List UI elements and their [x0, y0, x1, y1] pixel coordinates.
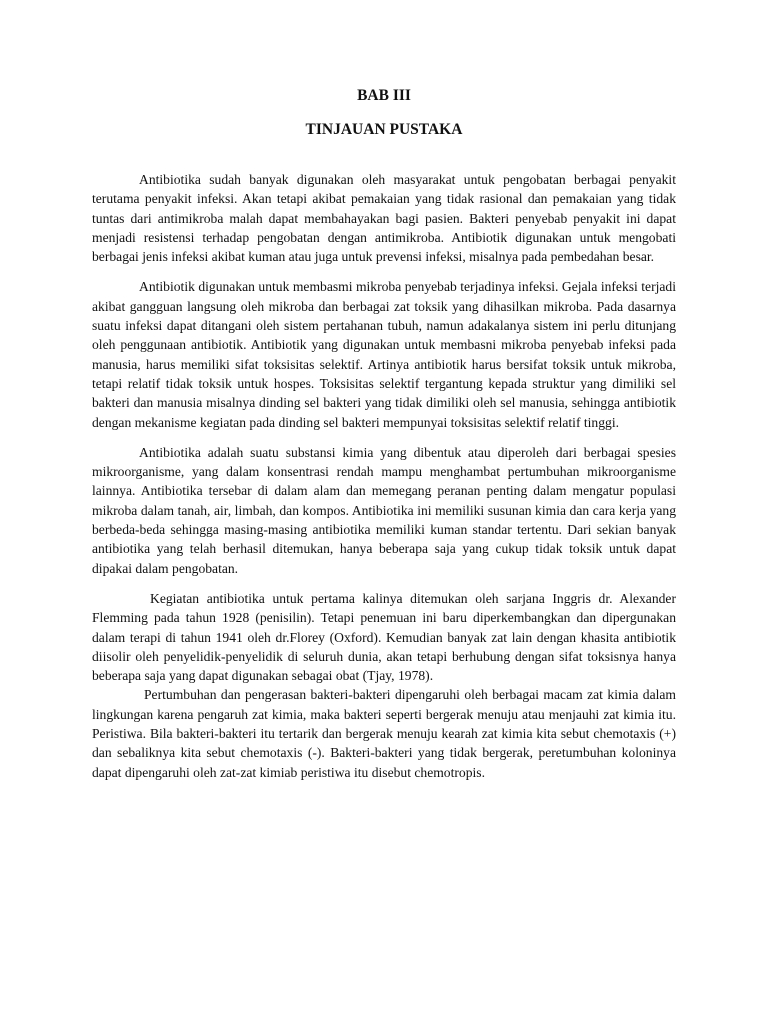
paragraph: Antibiotik digunakan untuk membasmi mikroba penyebab terjadinya infeksi. Gejala infeksi terjadi akibat gangguan langsung oleh mikroba dan berbagai zat toksik yang dihasilkan mikroba. Pada dasarnya suatu infeksi dapat ditangani oleh sistem pertahanan tubuh, namun adakalanya sistem ini perlu ditunjang oleh penggunaan antibiotik. Antibiotik yang digunakan untuk membasni mikroba penyebab infeksi pada manusia, harus memiliki sifat toksisitas selektif. Artinya antibiotik harus bersifat toksik untuk mikroba, tetapi relatif tidak toksik untuk hospes. Toksisitas selektif tergantung kepada struktur yang dimiliki sel bakteri dan manusia misalnya dinding sel bakteri yang tidak dimiliki oleh sel manusia, sehingga antibiotik dengan mekanisme kegiatan pada dinding sel bakteri mempunyai toksisitas selektif relatif tinggi. — [92, 279, 676, 430]
chapter-title: TINJAUAN PUSTAKA — [305, 121, 463, 138]
chapter-number: BAB III — [357, 87, 411, 104]
paragraph: Antibiotika sudah banyak digunakan oleh masyarakat untuk pengobatan berbagai penyakit terutama penyakit infeksi. Akan tetapi akibat pemakaian yang tidak rasional dan pemakaian yang tidak tuntas dari antimikroba malah dapat membahayakan bagi pasien. Bakteri penyebab penyakit ini dapat menjadi resistensi terhadap pengobatan dengan antimikroba. Antibiotik digunakan untuk mengobati berbagai jenis infeksi akibat kuman atau juga untuk prevensi infeksi, misalnya pada pembedahan besar. — [92, 172, 676, 265]
paragraph: Antibiotika adalah suatu substansi kimia yang dibentuk atau diperoleh dari berbagai spesies mikroorganisme, yang dalam konsentrasi rendah mampu menghambat pertumbuhan mikroorganisme lainnya. Antibiotika tersebar di dalam alam dan memegang peranan penting dalam mengatur populasi mikroba dalam tanah, air, limbah, dan kompos. Antibiotika ini memiliki susunan kimia dan cara kerja yang berbeda-beda sehingga masing-masing antibiotika memiliki kuman standar tertentu. Dari sekian banyak antibiotika yang telah berhasil ditemukan, hanya beberapa saja yang cukup tidak toksik untuk dapat dipakai dalam pengobatan. — [92, 444, 676, 576]
paragraph: Pertumbuhan dan pengerasan bakteri-bakteri dipengaruhi oleh berbagai macam zat kimia dalam lingkungan karena pengaruh zat kimia, maka bakteri seperti bergerak menuju atau menjauhi zat kimia itu. Peristiwa. Bila bakteri-bakteri itu tertarik dan bergerak menuju kearah zat kimia kita sebut chemotaxis (+) dan sebaliknya kita sebut chemotaxis (-). Bakteri-bakteri yang tidak bergerak, peretumbuhan koloninya dapat dipengaruhi oleh zat-zat kimiab peristiwa itu disebut chemotropis. — [92, 687, 676, 780]
paragraph: Kegiatan antibiotika untuk pertama kalinya ditemukan oleh sarjana Inggris dr. Alexander Flemming pada tahun 1928 (penisilin). Tetapi penemuan ini baru diperkembangkan dan dipergunakan dalam terapi di tahun 1941 oleh dr.Florey (Oxford). Kemudian banyak zat lain dengan khasita antibiotik diisolir oleh penyelidik-penyelidik di seluruh dunia, akan tetapi berhubung dengan sifat toksisnya hanya beberapa saja yang dapat digunakan sebagai obat (Tjay, 1978). — [92, 590, 676, 684]
body-text — [92, 170, 676, 782]
